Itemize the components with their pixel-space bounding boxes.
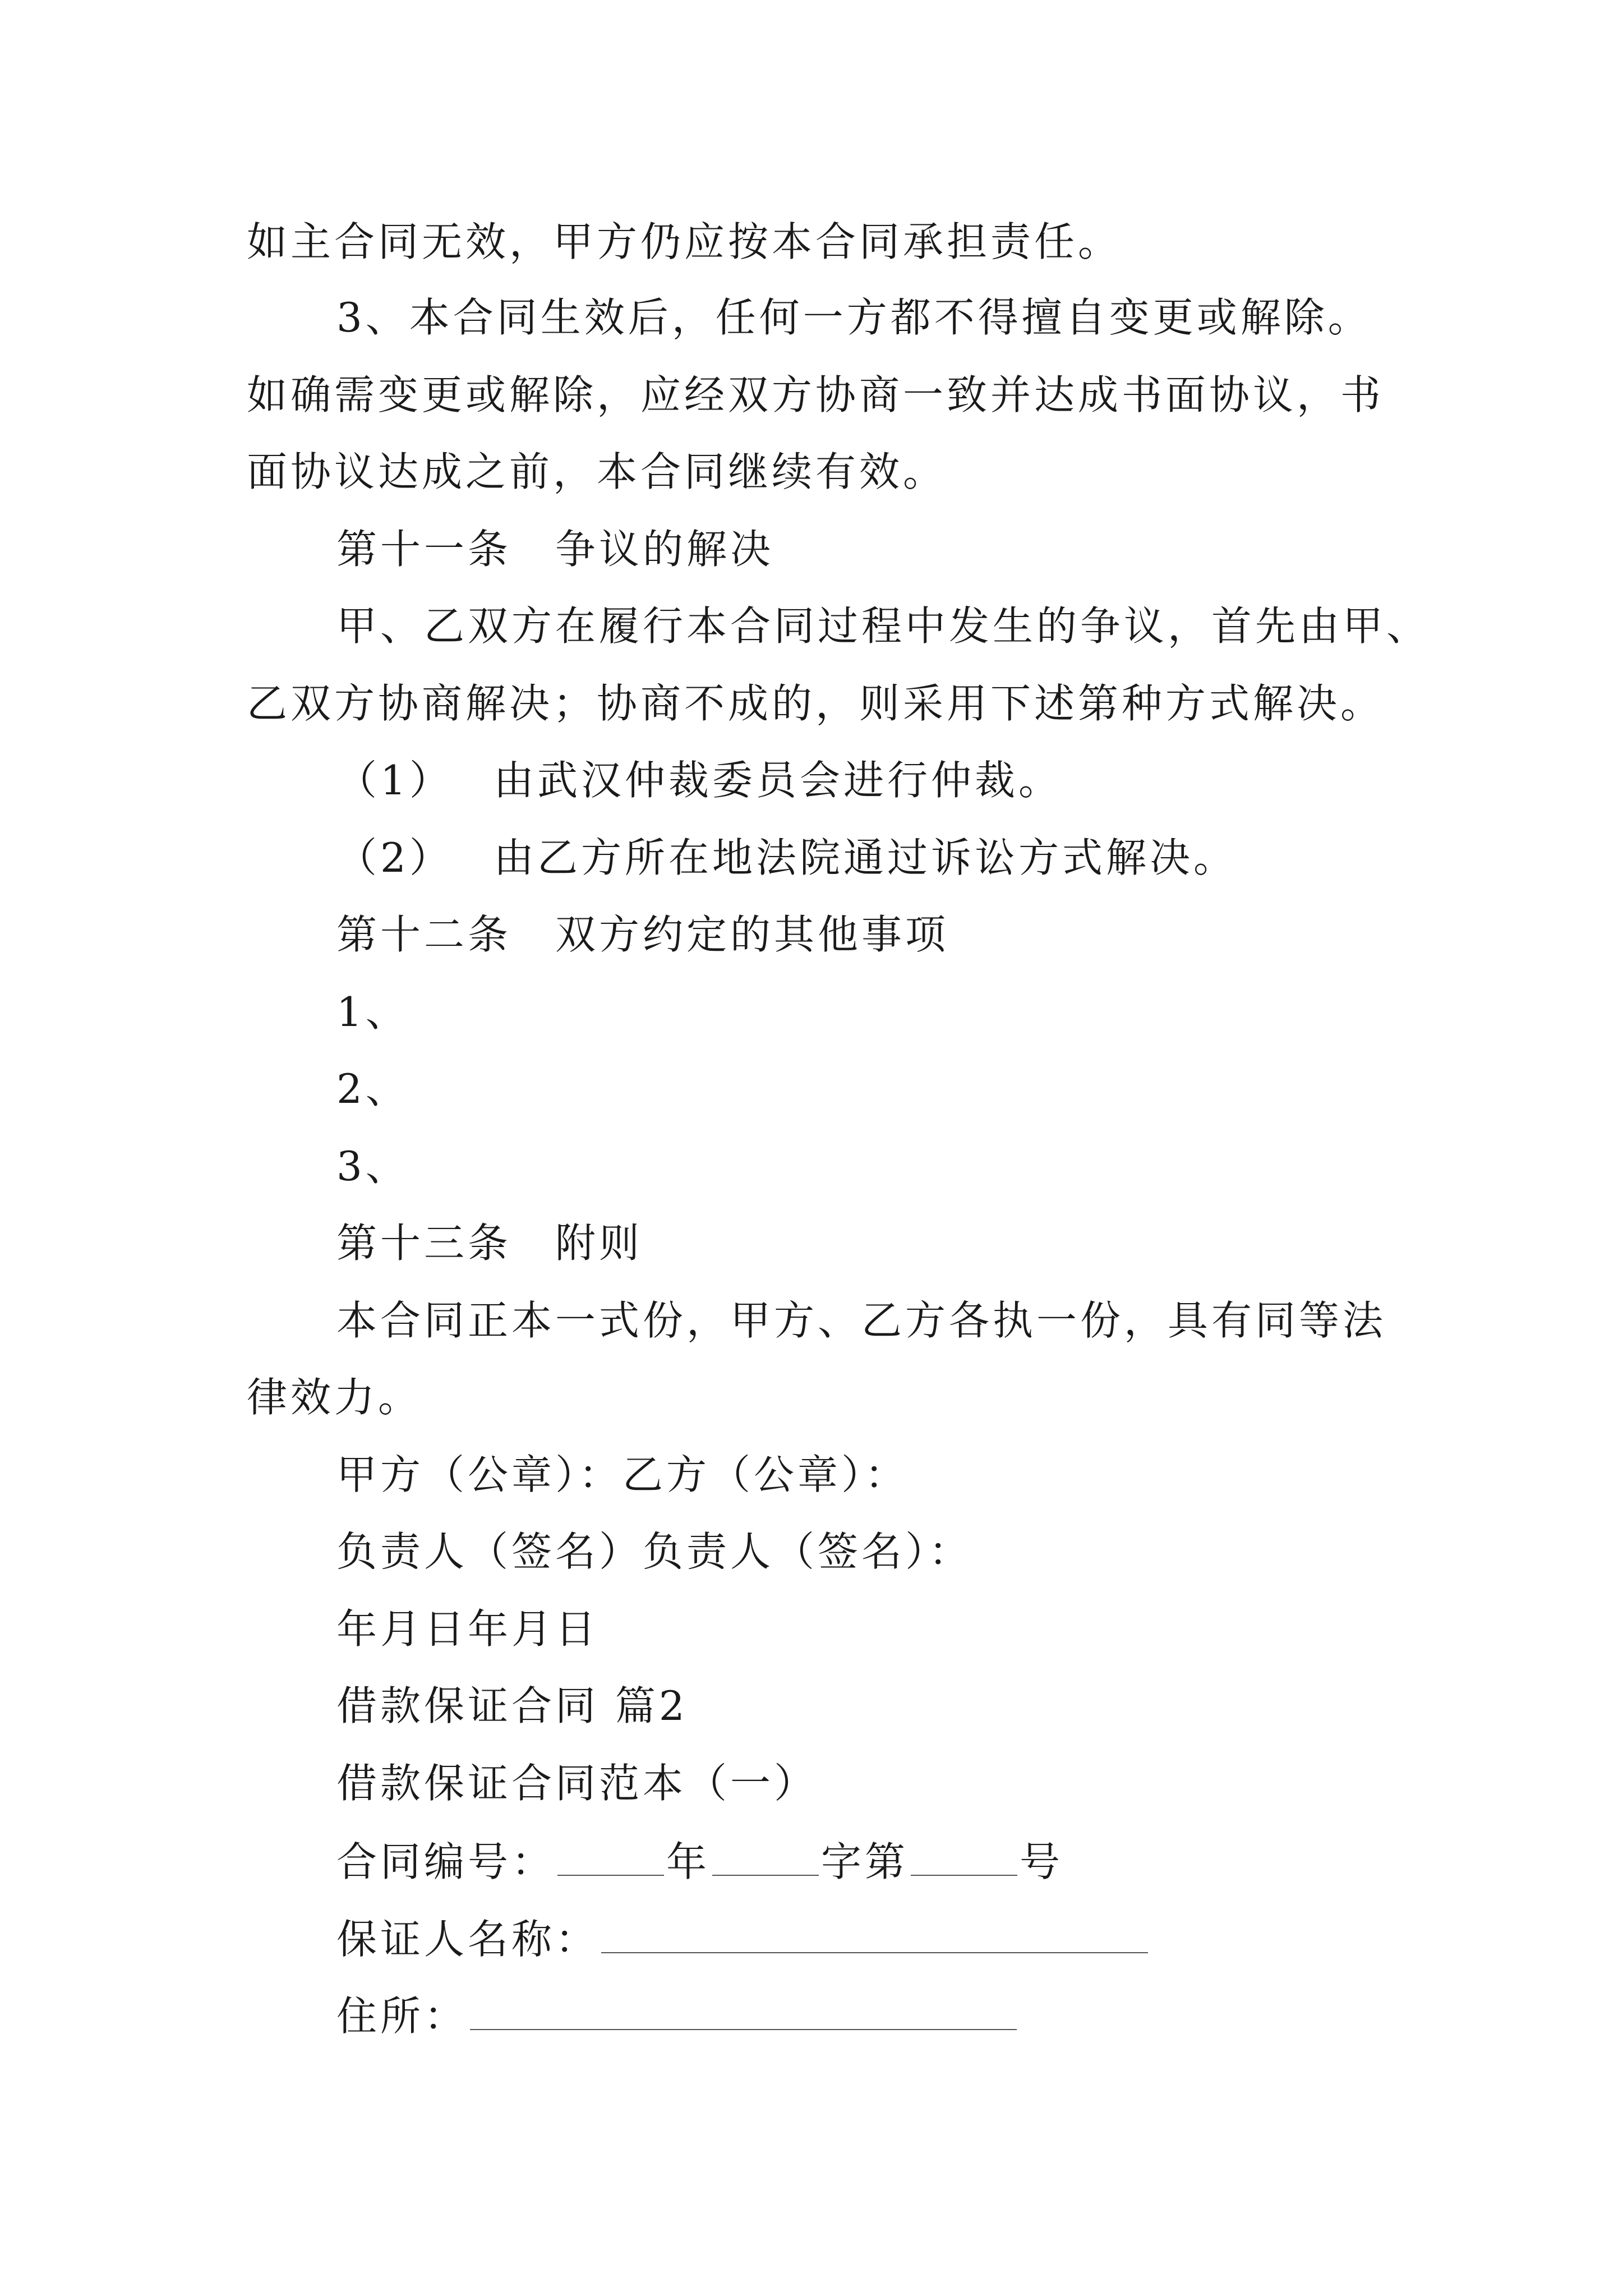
item-number: （1） — [336, 757, 453, 804]
contract-number-line — [336, 1838, 1064, 1885]
address-line — [336, 1993, 1019, 2040]
number-blank — [911, 1840, 1017, 1876]
paragraph-line: 乙双方协商解决；协商不成的，则采用下述第种方式解决。 — [247, 680, 1385, 727]
item-text: 由武汉仲裁委员会进行仲裁。 — [494, 757, 1063, 804]
paragraph-line: 3、本合同生效后，任何一方都不得擅自变更或解除。 — [336, 294, 1372, 341]
item-number: （2） — [336, 834, 453, 881]
paragraph-line: 面协议达成之前，本合同继续有效。 — [247, 448, 947, 495]
section-title: 借款保证合同 篇2 — [336, 1682, 688, 1729]
date-line: 年月日年月日 — [336, 1605, 600, 1653]
paragraph-line: 甲、乙双方在履行本合同过程中发生的争议，首先由甲、 — [336, 602, 1431, 650]
guarantor-label: 保证人名称： — [336, 1916, 600, 1963]
guarantor-blank — [601, 1917, 1148, 1953]
year-blank — [557, 1840, 664, 1876]
article-11-title: 第十一条 争议的解决 — [336, 526, 774, 573]
paragraph-line: 本合同正本一式份，甲方、乙方各执一份，具有同等法 — [336, 1297, 1387, 1344]
item-text: 由乙方所在地法院通过诉讼方式解决。 — [494, 834, 1238, 881]
prefix-blank — [712, 1840, 819, 1876]
article-13-title: 第十三条 附则 — [336, 1220, 643, 1267]
list-item: 2、 — [336, 1065, 409, 1112]
address-blank — [470, 1994, 1017, 2030]
zi-di-label: 字第 — [821, 1838, 909, 1885]
list-item: 3、 — [336, 1143, 409, 1190]
paragraph-line: 如主合同无效，甲方仍应按本合同承担责任。 — [247, 218, 1122, 265]
seal-line: 甲方（公章）：乙方（公章）： — [336, 1451, 909, 1498]
year-label: 年 — [666, 1838, 711, 1885]
guarantor-line — [336, 1916, 1150, 1963]
list-item: 1、 — [336, 988, 409, 1036]
contract-number-label: 合同编号： — [336, 1838, 556, 1885]
hao-label: 号 — [1020, 1838, 1064, 1885]
template-title: 借款保证合同范本（一） — [336, 1760, 818, 1807]
paragraph-line: 律效力。 — [247, 1374, 422, 1421]
article-12-title: 第十二条 双方约定的其他事项 — [336, 911, 949, 958]
signature-line: 负责人（签名）负责人（签名）： — [336, 1528, 973, 1575]
address-label: 住所： — [336, 1993, 468, 2040]
paragraph-line: 如确需变更或解除，应经双方协商一致并达成书面协议，书 — [247, 371, 1385, 418]
